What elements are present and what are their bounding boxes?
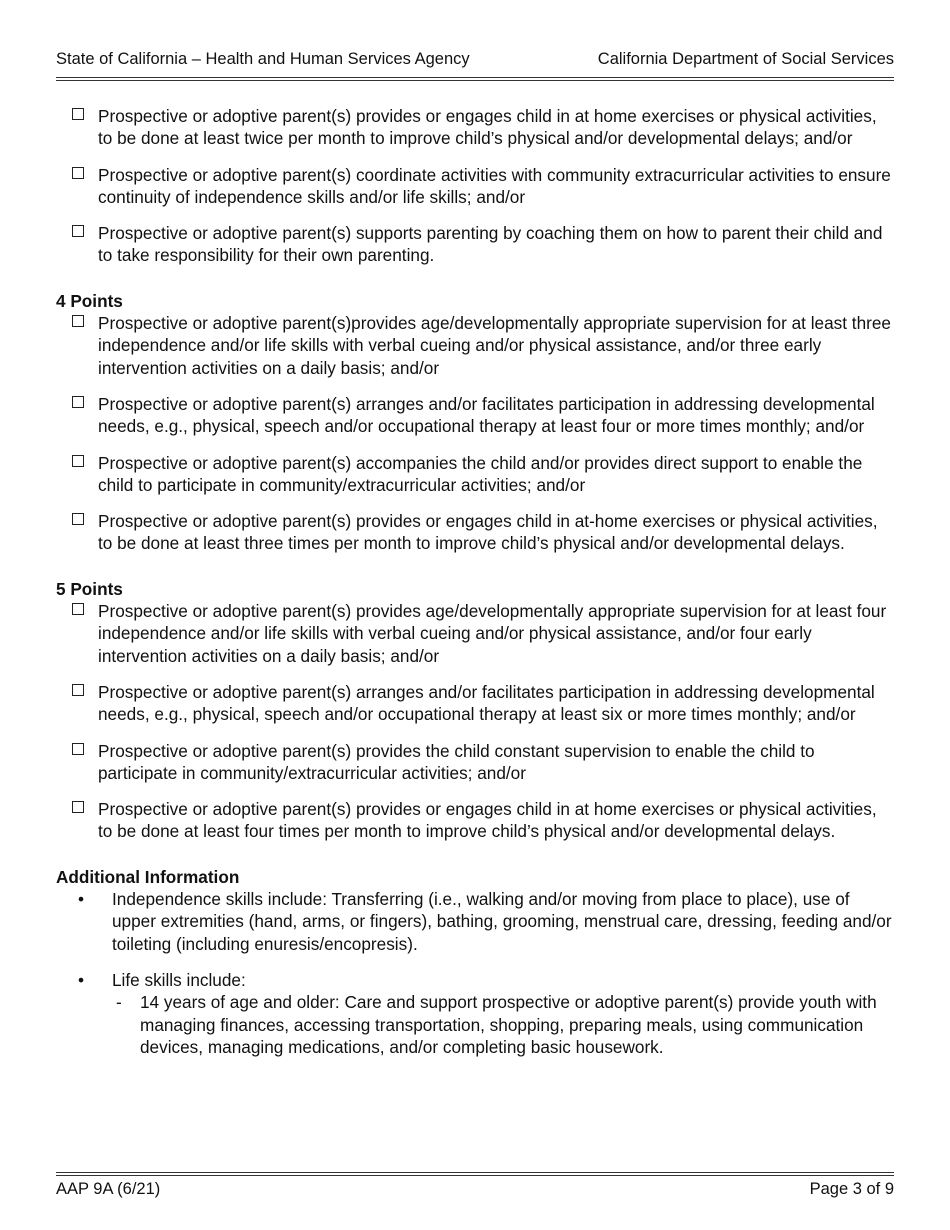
- checkbox-label: Prospective or adoptive parent(s) arranges and/or facilitates participation in addressing developmental needs, e.g., physical, speech and/or occupational therapy at least six or more times monthly; and/or: [98, 681, 875, 725]
- bullet-text: Life skills include:: [112, 969, 246, 990]
- section-title-4-points: 4 Points: [56, 290, 123, 311]
- checkbox-item: [56, 393, 894, 438]
- checkbox[interactable]: [72, 743, 84, 755]
- checkbox[interactable]: [72, 396, 84, 408]
- checkbox-label: Prospective or adoptive parent(s) coordinate activities with community extracurricular activities to ensure continuity of independence skills and/or life skills; and/or: [98, 164, 891, 207]
- page-number: Page 3 of 9: [809, 1180, 894, 1198]
- checkbox-label: Prospective or adoptive parent(s) provides or engages child in at home exercises or physical activities, to be done at least four times per month to improve child’s physical and/or developmental delays.: [98, 799, 877, 842]
- page-header: [56, 50, 894, 69]
- checkbox-item: [56, 600, 894, 667]
- bullet-item: [56, 969, 894, 1058]
- footer-rule: [56, 1172, 894, 1173]
- checkbox-item: [56, 105, 894, 150]
- checkbox[interactable]: [72, 225, 84, 237]
- checkbox-label: Prospective or adoptive parent(s) accompanies the child and/or provides direct support to enable the child to participate in community/extracurricular activities; and/or: [98, 452, 863, 495]
- checkbox[interactable]: [72, 108, 84, 120]
- header-rule-double: [56, 80, 894, 81]
- checkbox-item: [56, 222, 894, 267]
- checkbox-item: [56, 510, 894, 555]
- bullet-icon: •: [78, 889, 85, 910]
- page-content: [56, 105, 894, 1072]
- sub-list-text: 14 years of age and older: Care and support prospective or adoptive parent(s) provide youth with managing finances, accessing transportation, shopping, preparing meals, using communication devices, managing medications, and/or completing basic housework.: [140, 992, 877, 1057]
- checkbox[interactable]: [72, 603, 84, 615]
- checkbox-label: Prospective or adoptive parent(s) provides or engages child in at-home exercises or physical activities, to be done at least three times per month to improve child’s physical and/or developmental delays.: [98, 511, 878, 554]
- bullet-text: Independence skills include: Transferring (i.e., walking and/or moving from place to place), use of upper extremities (hand, arms, or fingers), bathing, grooming, menstrual care, dressing, feeding and/or toileting (including enuresis/encopresis).: [112, 889, 892, 954]
- form-number: AAP 9A (6/21): [56, 1180, 161, 1198]
- bullet-icon: •: [78, 969, 85, 990]
- section-title-additional-information: Additional Information: [56, 866, 240, 887]
- checkbox[interactable]: [72, 167, 84, 179]
- checkbox-label: Prospective or adoptive parent(s) provides or engages child in at home exercises or physical activities, to be done at least twice per month to improve child’s physical and/or developmental delays; and/or: [98, 106, 877, 149]
- sub-list-item: [112, 991, 894, 1058]
- checkbox-item: [56, 798, 894, 843]
- section-title-5-points: 5 Points: [56, 578, 123, 599]
- header-rule: [56, 77, 894, 78]
- dash-icon: -: [116, 992, 122, 1013]
- checkbox-label: Prospective or adoptive parent(s) supports parenting by coaching them on how to parent their child and to take responsibility for their own parenting.: [98, 223, 883, 266]
- checkbox[interactable]: [72, 513, 84, 525]
- bullet-item: [56, 888, 894, 955]
- checkbox[interactable]: [72, 801, 84, 813]
- checkbox-label: Prospective or adoptive parent(s) provides age/developmentally appropriate supervision for at least four independence and/or life skills with verbal cueing and/or physical assistance, and/or four early intervention activities on a daily basis; and/or: [98, 601, 887, 666]
- checkbox-item: [56, 681, 894, 726]
- checkbox[interactable]: [72, 684, 84, 696]
- checkbox-item: [56, 312, 894, 379]
- checkbox[interactable]: [72, 455, 84, 467]
- checkbox-item: [56, 740, 894, 785]
- header-agency: State of California – Health and Human Services Agency: [56, 50, 470, 68]
- page-footer: [56, 1180, 894, 1199]
- checkbox-label: Prospective or adoptive parent(s) arranges and/or facilitates participation in addressing developmental needs, e.g., physical, speech and/or occupational therapy at least four or more times monthly; and/or: [98, 393, 875, 437]
- footer-rule-double: [56, 1175, 894, 1176]
- checkbox[interactable]: [72, 315, 84, 327]
- checkbox-label: Prospective or adoptive parent(s) provides the child constant supervision to enable the child to participate in community/extracurricular activities; and/or: [98, 740, 815, 783]
- checkbox-item: [56, 452, 894, 497]
- checkbox-item: [56, 164, 894, 209]
- header-department: California Department of Social Services: [597, 50, 894, 68]
- checkbox-label: Prospective or adoptive parent(s)provides age/developmentally appropriate supervision for at least three independence and/or life skills with verbal cueing and/or physical assistance, and/or three early intervention activities on a daily basis; and/or: [98, 313, 891, 378]
